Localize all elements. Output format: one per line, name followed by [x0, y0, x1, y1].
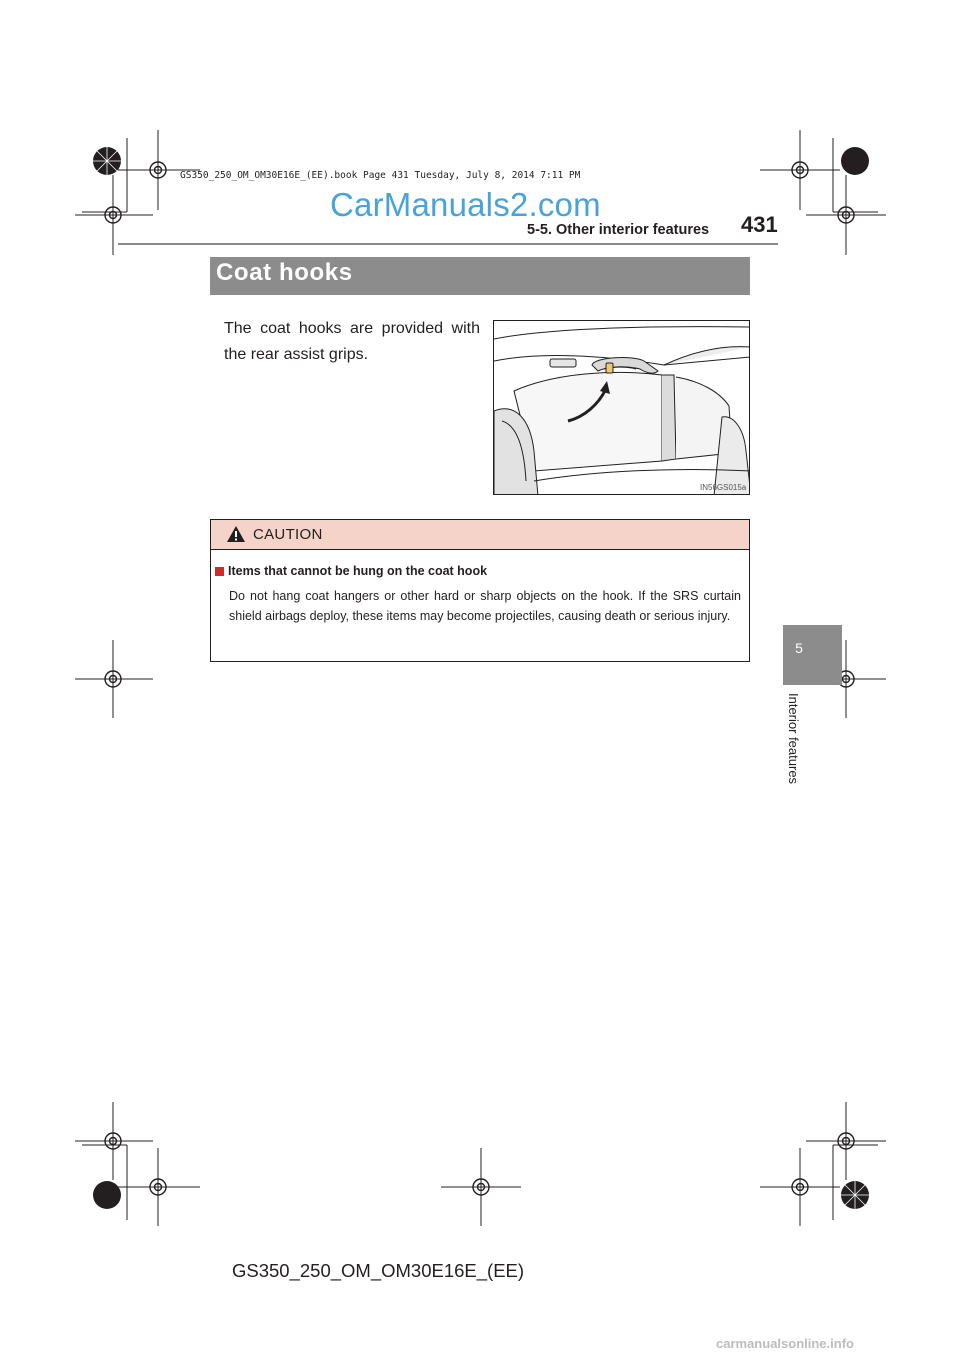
warning-triangle-icon	[226, 525, 246, 543]
square-bullet-icon	[215, 567, 224, 576]
section-title: 5-5. Other interior features	[527, 222, 710, 238]
footer-document-code: GS350_250_OM_OM30E16E_(EE)	[232, 1260, 525, 1281]
chapter-tab-number: 5	[795, 640, 803, 656]
print-stamp: GS350_250_OM_OM30E16E_(EE).book Page 431 Tuesday, July 8, 2014 7:11 PM	[180, 170, 581, 181]
watermark-logo[interactable]: CarManuals2.com	[330, 186, 601, 223]
caution-body-text: Do not hang coat hangers or other hard or sharp objects on the hook. If the SRS curtain shield airbags deploy, these items may become projectiles, causing death or serious injury.	[229, 589, 741, 623]
caution-label: CAUTION	[253, 526, 323, 543]
figure-code: IN56GS015a	[700, 483, 747, 492]
page-number: 431	[741, 212, 778, 237]
coat-hook-illustration-icon	[494, 321, 750, 495]
caution-subheading: Items that cannot be hung on the coat hook	[228, 564, 488, 578]
chapter-tab-label: Interior features	[786, 693, 801, 785]
page-heading: Coat hooks	[216, 259, 353, 286]
coat-hook-illustration	[493, 320, 750, 495]
header-rule	[118, 243, 778, 245]
intro-paragraph: The coat hooks are provided with the rear assist grips.	[224, 320, 480, 363]
watermark-footer[interactable]: carmanualsonline.info	[716, 1336, 854, 1351]
